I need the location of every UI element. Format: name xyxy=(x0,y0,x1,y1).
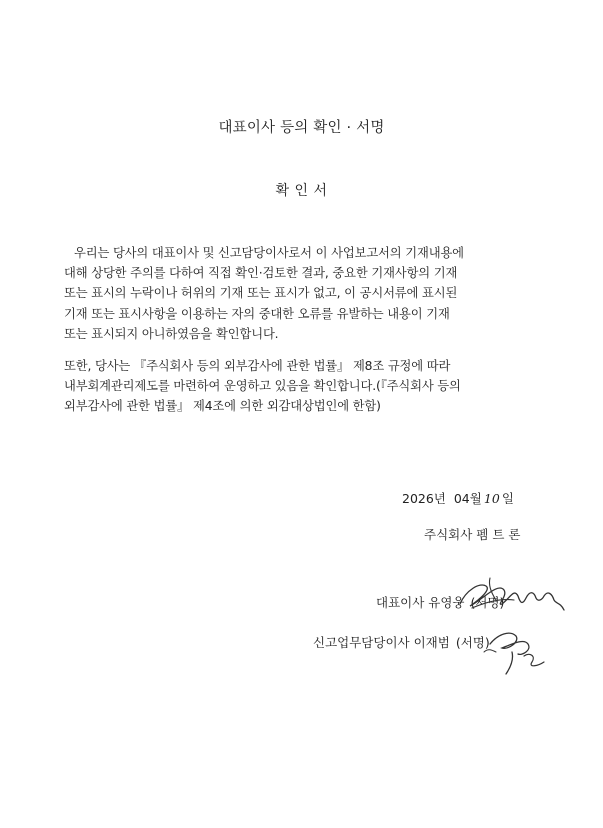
paragraph-line: 우리는 당사의 대표이사 및 신고담당이사로서 이 사업보고서의 기재내용에 xyxy=(74,246,464,260)
paragraph-line: 대해 상당한 주의를 다하여 직접 확인·검토한 결과, 중요한 기재사항의 기재 xyxy=(64,266,458,281)
paragraph-line: 기재 또는 표시사항을 이용하는 자의 중대한 오류를 유발하는 내용이 기재 xyxy=(64,306,450,321)
paragraph-line: 내부회계관리제도를 마련하여 운영하고 있음을 확인합니다.(『주식회사 등의 xyxy=(64,379,461,394)
ceo-seal-label: (서명) xyxy=(470,595,505,610)
ceo-title-name: 대표이사 유영웅 xyxy=(376,595,465,610)
confirmation-paragraph xyxy=(64,243,544,344)
paragraph-line: 또는 표시되지 아니하였음을 확인합니다. xyxy=(64,326,279,341)
document-title: 대표이사 등의 확인 · 서명 xyxy=(218,120,385,136)
internal-control-paragraph xyxy=(64,356,544,417)
document-subtitle: 확 인 서 xyxy=(275,183,328,199)
date-month: 04월 xyxy=(453,491,482,506)
date-day-suffix: 일 xyxy=(501,491,514,506)
cfo-seal-label: (서명) xyxy=(455,635,490,650)
cfo-signature-line xyxy=(313,633,490,651)
paragraph-line: 또는 표시의 누락이나 허위의 기재 또는 표시가 없고, 이 공시서류에 표시된 xyxy=(64,286,458,301)
ceo-signature-line xyxy=(376,593,504,611)
date-year: 2026년 xyxy=(402,491,446,506)
signing-date xyxy=(402,489,514,507)
date-day-handwritten: 10 xyxy=(483,491,500,506)
paragraph-line: 또한, 당사는 『주식회사 등의 외부감사에 관한 법률』 제8조 규정에 따라 xyxy=(64,359,451,373)
cfo-handwritten-signature xyxy=(478,622,558,680)
company-name: 주식회사 펨 트 론 xyxy=(424,527,521,542)
cfo-title-name: 신고업무담당이사 이재범 xyxy=(313,635,450,650)
paragraph-line: 외부감사에 관한 법률』 제4조에 의한 외감대상법인에 한함) xyxy=(64,399,381,414)
